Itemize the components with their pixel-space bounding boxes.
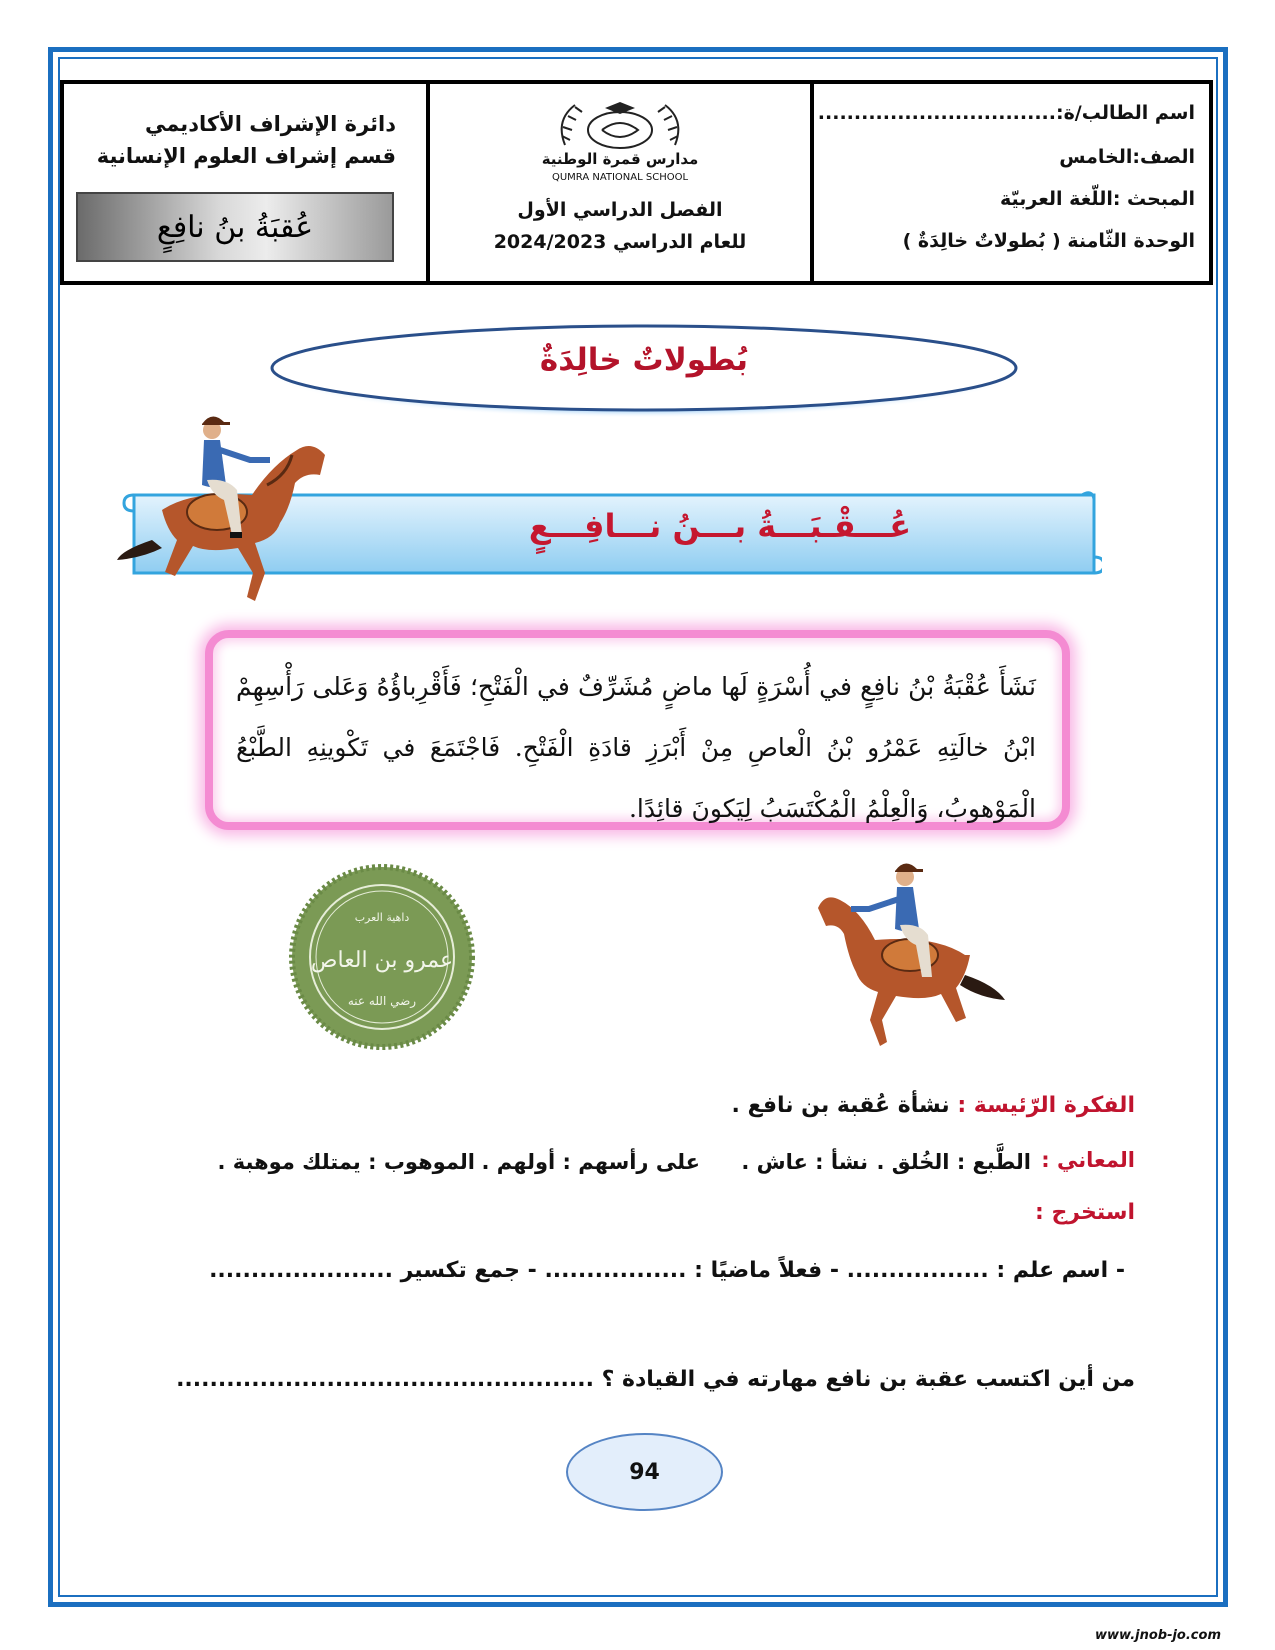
page-number: 94 xyxy=(566,1433,723,1511)
meanings-label: المعاني : xyxy=(1041,1148,1135,1172)
student-name-field[interactable]: اسم الطالب/ة:................................. xyxy=(817,102,1195,124)
seal-bottom-text: رضي الله عنه xyxy=(347,994,417,1008)
header-student-cell xyxy=(814,84,1209,281)
header-school-cell xyxy=(430,84,814,281)
header-department-cell xyxy=(64,84,430,281)
unit-label: الوحدة الثّامنة ( بُطولاتٌ خالِدَةٌ ) xyxy=(902,230,1195,252)
seal-name-text: عمرو بن العاص xyxy=(310,948,454,973)
year-label: للعام الدراسي 2024/2023 xyxy=(493,231,747,253)
main-idea-value: نشأة عُقبة بن نافع . xyxy=(731,1093,950,1118)
seal-top-text: داهية العرب xyxy=(354,911,410,924)
meaning-item: الطَّبع : الخُلق . xyxy=(876,1150,1031,1174)
amr-ibn-al-aas-seal xyxy=(288,863,476,1051)
term-label: الفصل الدراسي الأول xyxy=(517,199,723,221)
meaning-item: الموهوب : يمتلك موهبة . xyxy=(217,1150,475,1174)
main-idea-line xyxy=(732,1093,1135,1118)
unit-banner-title: بُطولاتٌ خالِدَةٌ xyxy=(539,342,749,378)
question-line[interactable]: من أين اكتسب عقبة بن نافع مهارته في القيادة ؟ .................................................. xyxy=(176,1367,1135,1392)
grade-label: الصف:الخامس xyxy=(1059,146,1195,168)
footer-website: www.jnob-jo.com xyxy=(1095,1628,1221,1643)
subject-label: المبحث :اللّغة العربيّة xyxy=(999,188,1195,210)
horse-rider-icon-2 xyxy=(815,855,1010,1055)
school-name-ar: مدارس قمرة الوطنية xyxy=(541,150,699,168)
school-logo xyxy=(470,100,770,190)
meaning-item: على رأسهم : أولهم . xyxy=(481,1150,700,1174)
passage-text: نَشَأَ عُقْبَةُ بْنُ نافِعٍ في أُسْرَةٍ لَها ماضٍ مُشَرِّفٌ في الْفَتْحِ؛ فَأَقْرِباؤُهُ وَعَلى رَأْسِهِمْ ابْنُ خالَتِهِ عَمْرُو بْنُ الْعاصِ مِنْ أَبْرَزِ قادَةِ الْفَتْحِ. فَاجْتَمَعَ في تَكْوينِهِ الطَّبْعُ الْمَوْهوبُ، وَالْعِلْمُ الْمُكْتَسَبُ لِيَكونَ قائِدًا. xyxy=(236,672,1036,823)
department-line-2: قسم إشراف العلوم الإنسانية xyxy=(96,144,396,168)
meaning-item: نشأ : عاش . xyxy=(741,1150,868,1174)
worksheet-header xyxy=(60,80,1213,285)
lesson-title-box: عُقبَةُ بنُ نافِعٍ xyxy=(76,192,394,262)
horse-rider-icon xyxy=(112,400,332,620)
department-line-1: دائرة الإشراف الأكاديمي xyxy=(144,112,396,136)
main-idea-label: الفكرة الرّئيسة : xyxy=(957,1093,1135,1118)
school-name-en: QUMRA NATIONAL SCHOOL xyxy=(551,172,689,183)
extract-label: استخرج : xyxy=(1034,1200,1135,1225)
extract-exercise-line[interactable]: - اسم علم : ................. - فعلاً ماضيًا : ................. - جمع تكسير ...................... xyxy=(209,1258,1125,1283)
lesson-scroll-title: عُـــقْـبَـــةُ بـــنُ نـــافِـــعٍ xyxy=(528,507,912,545)
